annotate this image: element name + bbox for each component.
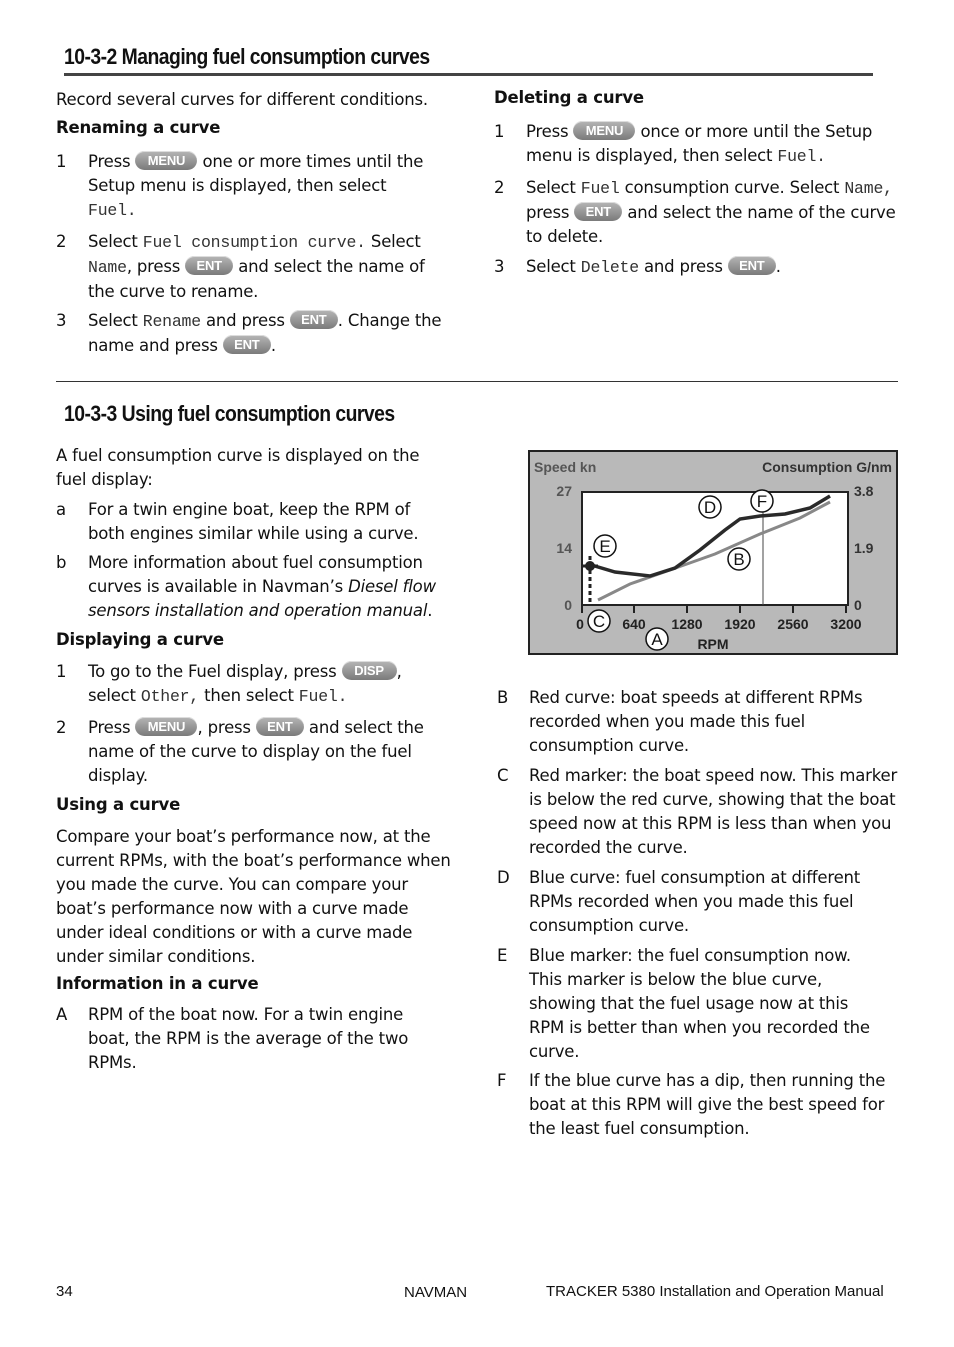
x-axis-title: RPM: [697, 636, 729, 652]
right-axis-title: Consumption G/nm: [762, 459, 892, 475]
list-item: 3 Select Delete and press ENT .: [494, 257, 781, 277]
svg-text:D: D: [703, 498, 717, 517]
subheading-displaying: Displaying a curve: [56, 630, 224, 649]
heading-rule: [64, 73, 873, 76]
fuel-display-screen: [528, 450, 898, 655]
menu-key-icon: MENU: [135, 151, 197, 170]
x-tick: 1280: [671, 616, 703, 632]
right-tick: 0: [854, 597, 862, 613]
fuel-curve-chart: [530, 452, 896, 653]
menu-key-icon: MENU: [573, 121, 635, 140]
disp-key-icon: DISP: [342, 661, 397, 680]
list-item: A RPM of the boat now. For a twin engine boat, the RPM is the average of the two RPMs.: [56, 1005, 409, 1072]
svg-text:F: F: [756, 492, 768, 511]
ent-key-icon: ENT: [290, 310, 338, 329]
page-number: 34: [56, 1283, 73, 1300]
ent-key-icon: ENT: [256, 717, 304, 736]
right-tick: 1.9: [854, 540, 874, 556]
section-divider: [56, 381, 898, 382]
ent-key-icon: ENT: [185, 256, 233, 275]
using-paragraph: Compare your boat’s performance now, at the current RPMs, with the boat’s performance when you made the curve. You can compare your boat’s performance now with a curve made under ideal conditions or with a curve made under similar conditions.: [56, 827, 451, 966]
subheading-renaming: Renaming a curve: [56, 118, 221, 137]
footer-brand: NAVMAN: [404, 1284, 468, 1301]
x-tick: 640: [622, 616, 646, 632]
subheading-info: Information in a curve: [56, 974, 259, 993]
list-item: 1 To go to the Fuel display, press DISP , select Other, then select Fuel.: [56, 662, 402, 706]
x-tick: 3200: [830, 616, 862, 632]
x-tick: 0: [576, 616, 584, 632]
subheading-deleting: Deleting a curve: [494, 88, 644, 107]
list-item: 2 Select Fuel consumption curve. Select Name, press ENT and select the name of the curve to delete.: [494, 178, 896, 246]
intro-text: A fuel consumption curve is displayed on the fuel display:: [56, 446, 420, 489]
menu-key-icon: MENU: [135, 717, 197, 736]
footer-manual-title: TRACKER 5380 Installation and Operation Manual: [546, 1283, 884, 1300]
ent-key-icon: ENT: [574, 202, 622, 221]
list-item: 3 Select Rename and press ENT . Change the name and press ENT .: [56, 311, 442, 355]
svg-text:C: C: [592, 612, 606, 631]
svg-text:B: B: [733, 550, 745, 569]
subheading-using: Using a curve: [56, 795, 181, 814]
left-tick: 14: [556, 540, 572, 556]
list-item: 1 Press MENU once or more until the Setup menu is displayed, then select Fuel.: [494, 122, 873, 166]
list-item: E Blue marker: the fuel consumption now. This marker is below the blue curve, showing that the fuel usage now at this RPM is better than when you recorded the curve.: [497, 946, 870, 1061]
section-heading-using: 10-3-3 Using fuel consumption curves: [64, 401, 395, 426]
list-item: 2 Select Fuel consumption curve. Select Name, press ENT and select the name of the curve to rename.: [56, 232, 425, 301]
list-item: F If the blue curve has a dip, then running the boat at this RPM will give the best speed for the least fuel consumption.: [497, 1071, 886, 1138]
list-item: C Red marker: the boat speed now. This marker is below the red curve, showing that the boat speed now at this RPM is less than when you recorded the curve.: [497, 766, 898, 857]
marker-point: [585, 561, 595, 571]
left-tick: 0: [564, 597, 572, 613]
x-tick: 1920: [724, 616, 756, 632]
left-axis-title: Speed kn: [534, 459, 597, 475]
x-tick: 2560: [777, 616, 809, 632]
right-tick: 3.8: [854, 483, 874, 499]
section-heading-managing: 10-3-2 Managing fuel consumption curves: [64, 44, 430, 69]
svg-text:E: E: [599, 537, 611, 556]
ent-key-icon: ENT: [223, 335, 271, 354]
list-item: D Blue curve: fuel consumption at different RPMs recorded when you made this fuel consumption curve.: [497, 868, 861, 935]
left-tick: 27: [556, 483, 572, 499]
list-item: 1 Press MENU one or more times until the Setup menu is displayed, then select Fuel.: [56, 152, 424, 220]
intro-text: Record several curves for different conditions.: [56, 90, 428, 109]
ent-key-icon: ENT: [728, 256, 776, 275]
list-item: b More information about fuel consumption curves is available in Navman’s Diesel flow sensors installation and operation manual.: [56, 553, 436, 620]
list-item: a For a twin engine boat, keep the RPM of both engines similar while using a curve.: [56, 500, 419, 543]
list-item: 2 Press MENU , press ENT and select the name of the curve to display on the fuel display.: [56, 718, 424, 785]
svg-text:A: A: [651, 630, 663, 649]
list-item: B Red curve: boat speeds at different RPMs recorded when you made this fuel consumption curve.: [497, 688, 863, 755]
